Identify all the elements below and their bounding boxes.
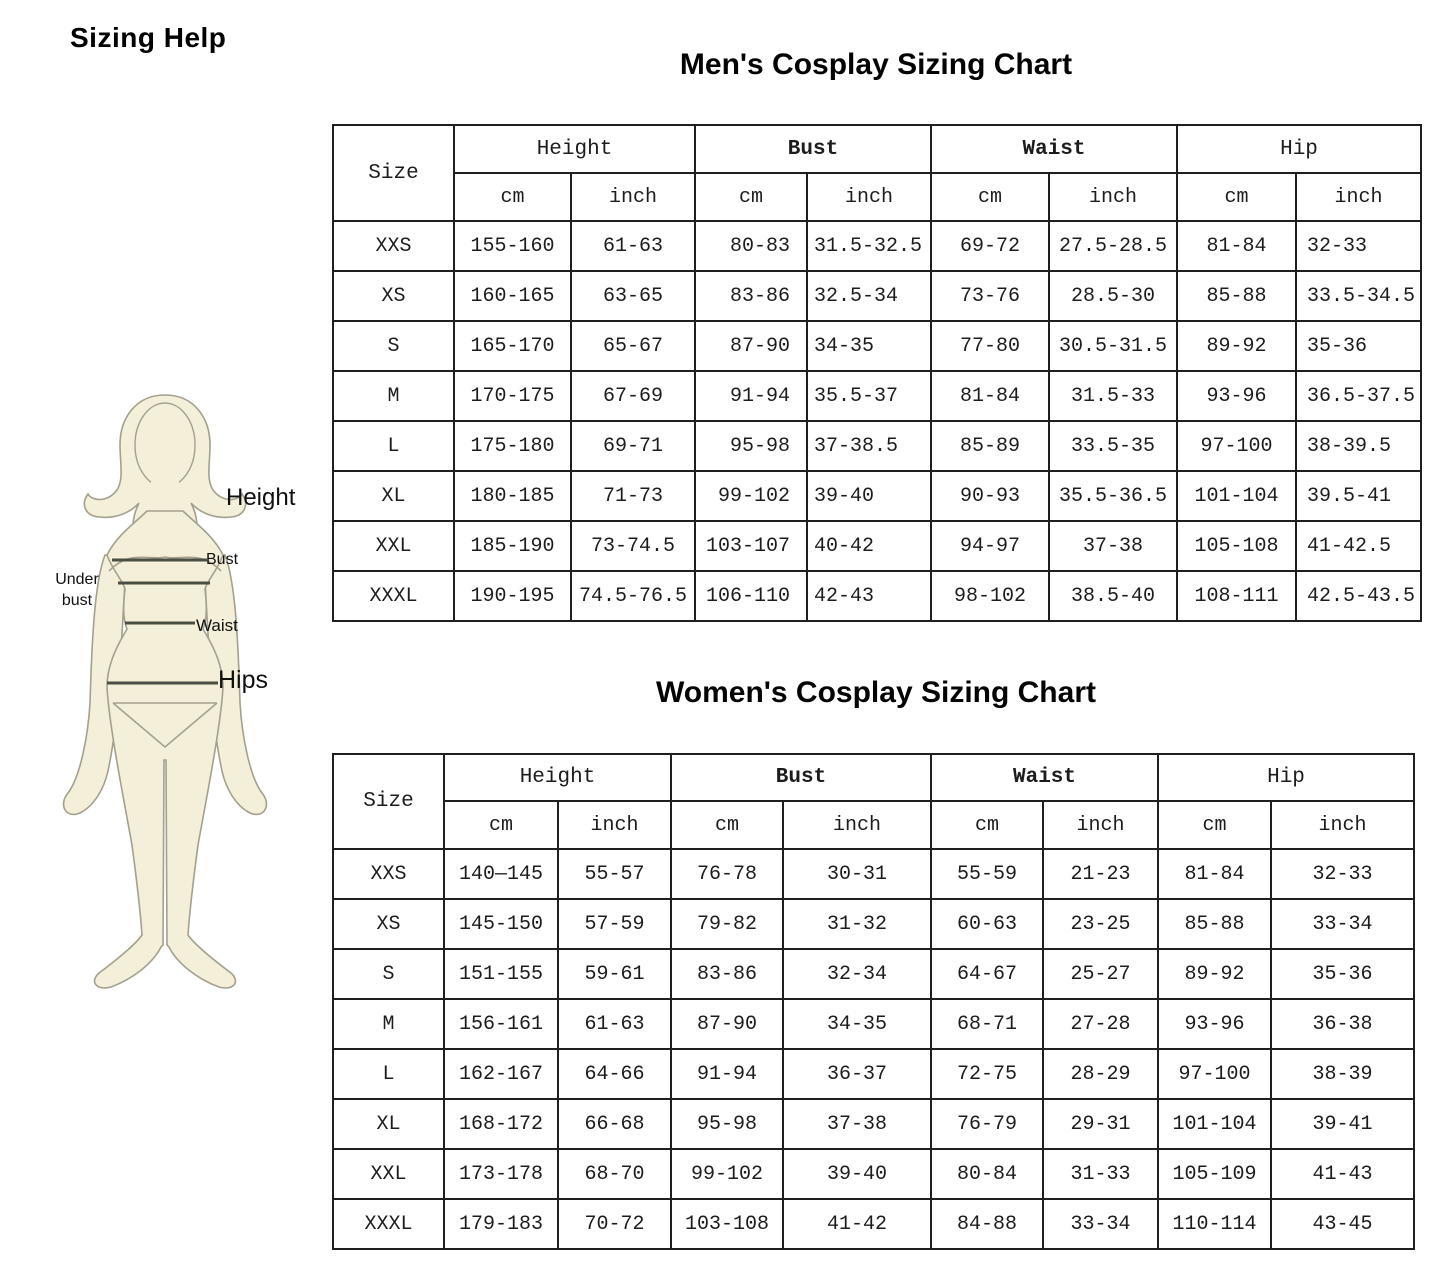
measurement-cell: 31.5-32.5: [807, 221, 931, 271]
column-header-size: Size: [333, 754, 444, 849]
measurement-cell: 37-38: [783, 1099, 931, 1149]
column-group-header-hip: Hip: [1158, 754, 1414, 801]
measurement-cell: 38-39: [1271, 1049, 1414, 1099]
measurement-cell: 42-43: [807, 571, 931, 621]
measurement-cell: 55-59: [931, 849, 1043, 899]
measurement-cell: 30-31: [783, 849, 931, 899]
unit-header-bust-cm: cm: [695, 173, 807, 221]
measurement-cell: 168-172: [444, 1099, 558, 1149]
measurement-cell: 77-80: [931, 321, 1049, 371]
unit-header-bust-inch: inch: [807, 173, 931, 221]
measurement-cell: 36-37: [783, 1049, 931, 1099]
column-group-header-bust: Bust: [695, 125, 931, 173]
measurement-cell: 79-82: [671, 899, 783, 949]
measurement-cell: 91-94: [671, 1049, 783, 1099]
measurement-cell: 28.5-30: [1049, 271, 1177, 321]
measurement-cell: 31.5-33: [1049, 371, 1177, 421]
measurement-cell: 151-155: [444, 949, 558, 999]
measurement-cell: 38.5-40: [1049, 571, 1177, 621]
measurement-cell: 35-36: [1271, 949, 1414, 999]
measurement-cell: 39-40: [807, 471, 931, 521]
measurement-cell: 175-180: [454, 421, 571, 471]
womens-sizing-table: [332, 753, 1415, 1250]
measurement-cell: 36.5-37.5: [1296, 371, 1421, 421]
measurement-cell: 27.5-28.5: [1049, 221, 1177, 271]
measurement-cell: 34-35: [783, 999, 931, 1049]
height-label: Height: [226, 484, 296, 511]
measurement-cell: 39.5-41: [1296, 471, 1421, 521]
size-cell: S: [333, 321, 454, 371]
column-group-header-height: Height: [444, 754, 671, 801]
measurement-cell: 76-78: [671, 849, 783, 899]
measurement-cell: 103-107: [695, 521, 807, 571]
measurement-cell: 165-170: [454, 321, 571, 371]
size-row-xxs: [333, 849, 1414, 899]
measurement-cell: 85-88: [1177, 271, 1296, 321]
measurement-cell: 95-98: [695, 421, 807, 471]
measurement-cell: 74.5-76.5: [571, 571, 695, 621]
size-row-l: [333, 1049, 1414, 1099]
measurement-cell: 35.5-36.5: [1049, 471, 1177, 521]
womens-chart-title: Women's Cosplay Sizing Chart: [656, 676, 1096, 709]
measurement-cell: 27-28: [1043, 999, 1158, 1049]
measurement-cell: 29-31: [1043, 1099, 1158, 1149]
column-group-header-height: Height: [454, 125, 695, 173]
measurement-cell: 99-102: [671, 1149, 783, 1199]
measurement-cell: 34-35: [807, 321, 931, 371]
measurement-cell: 23-25: [1043, 899, 1158, 949]
measurement-cell: 36-38: [1271, 999, 1414, 1049]
measurement-cell: 33-34: [1271, 899, 1414, 949]
measurement-cell: 69-71: [571, 421, 695, 471]
unit-header-hip-inch: inch: [1271, 801, 1414, 849]
bust-label: Bust: [206, 551, 239, 568]
unit-header-hip-cm: cm: [1177, 173, 1296, 221]
measurement-cell: 21-23: [1043, 849, 1158, 899]
measurement-cell: 91-94: [695, 371, 807, 421]
measurement-cell: 106-110: [695, 571, 807, 621]
measurement-cell: 156-161: [444, 999, 558, 1049]
measurement-cell: 80-83: [695, 221, 807, 271]
mens-chart-title: Men's Cosplay Sizing Chart: [679, 48, 1073, 81]
unit-header-height-cm: cm: [454, 173, 571, 221]
female-silhouette-illustration: [35, 385, 315, 995]
measurement-cell: 31-33: [1043, 1149, 1158, 1199]
measurement-cell: 101-104: [1158, 1099, 1271, 1149]
measurement-cell: 32.5-34: [807, 271, 931, 321]
measurement-cell: 89-92: [1158, 949, 1271, 999]
measurement-cell: 87-90: [671, 999, 783, 1049]
measurement-cell: 160-165: [454, 271, 571, 321]
measurement-cell: 140—145: [444, 849, 558, 899]
measurement-cell: 185-190: [454, 521, 571, 571]
measurement-cell: 33.5-34.5: [1296, 271, 1421, 321]
size-row-l: [333, 421, 1421, 471]
size-row-xxs: [333, 221, 1421, 271]
measurement-cell: 76-79: [931, 1099, 1043, 1149]
measurement-cell: 37-38.5: [807, 421, 931, 471]
measurement-cell: 35.5-37: [807, 371, 931, 421]
unit-header-bust-inch: inch: [783, 801, 931, 849]
measurement-cell: 97-100: [1177, 421, 1296, 471]
measurement-cell: 32-33: [1271, 849, 1414, 899]
unit-header-height-inch: inch: [558, 801, 671, 849]
unit-header-height-cm: cm: [444, 801, 558, 849]
measurement-cell: 60-63: [931, 899, 1043, 949]
measurement-cell: 89-92: [1177, 321, 1296, 371]
size-row-xl: [333, 471, 1421, 521]
measurement-cell: 81-84: [1177, 221, 1296, 271]
measurement-cell: 31-32: [783, 899, 931, 949]
size-cell: XS: [333, 271, 454, 321]
measurement-cell: 108-111: [1177, 571, 1296, 621]
size-cell: M: [333, 999, 444, 1049]
measurement-cell: 66-68: [558, 1099, 671, 1149]
measurement-cell: 65-67: [571, 321, 695, 371]
measurement-cell: 64-67: [931, 949, 1043, 999]
measurement-cell: 87-90: [695, 321, 807, 371]
column-group-header-waist: Waist: [931, 754, 1158, 801]
measurement-cell: 170-175: [454, 371, 571, 421]
measurement-cell: 94-97: [931, 521, 1049, 571]
measurement-cell: 39-41: [1271, 1099, 1414, 1149]
size-cell: XXS: [333, 221, 454, 271]
measurement-cell: 39-40: [783, 1149, 931, 1199]
size-cell: XS: [333, 899, 444, 949]
waist-label: Waist: [196, 616, 238, 635]
measurement-cell: 41-43: [1271, 1149, 1414, 1199]
measurement-cell: 41-42.5: [1296, 521, 1421, 571]
measurement-cell: 173-178: [444, 1149, 558, 1199]
measurement-cell: 105-109: [1158, 1149, 1271, 1199]
face-shape: [135, 403, 195, 487]
measurement-cell: 33.5-35: [1049, 421, 1177, 471]
under-bust-label: Under bust: [55, 571, 99, 609]
measurement-cell: 180-185: [454, 471, 571, 521]
measurement-cell: 93-96: [1177, 371, 1296, 421]
measurement-cell: 32-34: [783, 949, 931, 999]
size-cell: M: [333, 371, 454, 421]
unit-header-waist-cm: cm: [931, 801, 1043, 849]
measurement-cell: 71-73: [571, 471, 695, 521]
measurement-cell: 145-150: [444, 899, 558, 949]
measurement-cell: 28-29: [1043, 1049, 1158, 1099]
measurement-cell: 67-69: [571, 371, 695, 421]
size-cell: XL: [333, 471, 454, 521]
measurement-cell: 61-63: [558, 999, 671, 1049]
measurement-cell: 25-27: [1043, 949, 1158, 999]
size-row-s: [333, 949, 1414, 999]
measurement-cell: 72-75: [931, 1049, 1043, 1099]
column-header-size: Size: [333, 125, 454, 221]
measurement-cell: 179-183: [444, 1199, 558, 1249]
measurement-cell: 33-34: [1043, 1199, 1158, 1249]
measurement-cell: 110-114: [1158, 1199, 1271, 1249]
measurement-cell: 70-72: [558, 1199, 671, 1249]
measurement-cell: 162-167: [444, 1049, 558, 1099]
measurement-cell: 95-98: [671, 1099, 783, 1149]
measurement-cell: 98-102: [931, 571, 1049, 621]
unit-header-bust-cm: cm: [671, 801, 783, 849]
measurement-cell: 90-93: [931, 471, 1049, 521]
measurement-cell: 73-76: [931, 271, 1049, 321]
unit-header-waist-cm: cm: [931, 173, 1049, 221]
size-row-xxl: [333, 521, 1421, 571]
measurement-cell: 41-42: [783, 1199, 931, 1249]
size-cell: XXXL: [333, 1199, 444, 1249]
measurement-cell: 37-38: [1049, 521, 1177, 571]
size-cell: XXL: [333, 521, 454, 571]
size-row-s: [333, 321, 1421, 371]
measurement-cell: 64-66: [558, 1049, 671, 1099]
size-cell: S: [333, 949, 444, 999]
size-row-xl: [333, 1099, 1414, 1149]
measurement-cell: 35-36: [1296, 321, 1421, 371]
unit-header-waist-inch: inch: [1043, 801, 1158, 849]
measurement-cell: 97-100: [1158, 1049, 1271, 1099]
measurement-cell: 84-88: [931, 1199, 1043, 1249]
unit-header-hip-inch: inch: [1296, 173, 1421, 221]
unit-header-waist-inch: inch: [1049, 173, 1177, 221]
measurement-cell: 59-61: [558, 949, 671, 999]
size-row-xs: [333, 899, 1414, 949]
measurement-cell: 85-89: [931, 421, 1049, 471]
size-cell: L: [333, 421, 454, 471]
measurement-cell: 155-160: [454, 221, 571, 271]
measurement-cell: 68-70: [558, 1149, 671, 1199]
size-row-m: [333, 371, 1421, 421]
measurement-cell: 81-84: [1158, 849, 1271, 899]
measurement-cell: 99-102: [695, 471, 807, 521]
measurement-cell: 57-59: [558, 899, 671, 949]
size-cell: L: [333, 1049, 444, 1099]
measurement-cell: 103-108: [671, 1199, 783, 1249]
measurement-cell: 43-45: [1271, 1199, 1414, 1249]
unit-header-hip-cm: cm: [1158, 801, 1271, 849]
measurement-cell: 81-84: [931, 371, 1049, 421]
size-row-m: [333, 999, 1414, 1049]
measurement-cell: 42.5-43.5: [1296, 571, 1421, 621]
measurement-cell: 101-104: [1177, 471, 1296, 521]
measurement-cell: 80-84: [931, 1149, 1043, 1199]
column-group-header-hip: Hip: [1177, 125, 1421, 173]
measurement-cell: 32-33: [1296, 221, 1421, 271]
column-group-header-waist: Waist: [931, 125, 1177, 173]
measurement-cell: 85-88: [1158, 899, 1271, 949]
unit-header-height-inch: inch: [571, 173, 695, 221]
measurement-cell: 93-96: [1158, 999, 1271, 1049]
measurement-cell: 83-86: [671, 949, 783, 999]
measurement-cell: 30.5-31.5: [1049, 321, 1177, 371]
size-row-xxxl: [333, 571, 1421, 621]
body-measurement-figure: [35, 385, 315, 995]
size-row-xxxl: [333, 1199, 1414, 1249]
measurement-cell: 61-63: [571, 221, 695, 271]
size-cell: XXXL: [333, 571, 454, 621]
measurement-cell: 68-71: [931, 999, 1043, 1049]
size-cell: XXL: [333, 1149, 444, 1199]
measurement-cell: 83-86: [695, 271, 807, 321]
mens-sizing-table: [332, 124, 1422, 622]
measurement-cell: 73-74.5: [571, 521, 695, 571]
measurement-cell: 105-108: [1177, 521, 1296, 571]
column-group-header-bust: Bust: [671, 754, 931, 801]
size-row-xxl: [333, 1149, 1414, 1199]
measurement-cell: 40-42: [807, 521, 931, 571]
size-cell: XXS: [333, 849, 444, 899]
measurement-cell: 63-65: [571, 271, 695, 321]
hips-label: Hips: [218, 666, 269, 694]
measurement-cell: 190-195: [454, 571, 571, 621]
page-title: Sizing Help: [70, 22, 227, 53]
measurement-cell: 38-39.5: [1296, 421, 1421, 471]
measurement-cell: 69-72: [931, 221, 1049, 271]
size-row-xs: [333, 271, 1421, 321]
size-cell: XL: [333, 1099, 444, 1149]
measurement-cell: 55-57: [558, 849, 671, 899]
